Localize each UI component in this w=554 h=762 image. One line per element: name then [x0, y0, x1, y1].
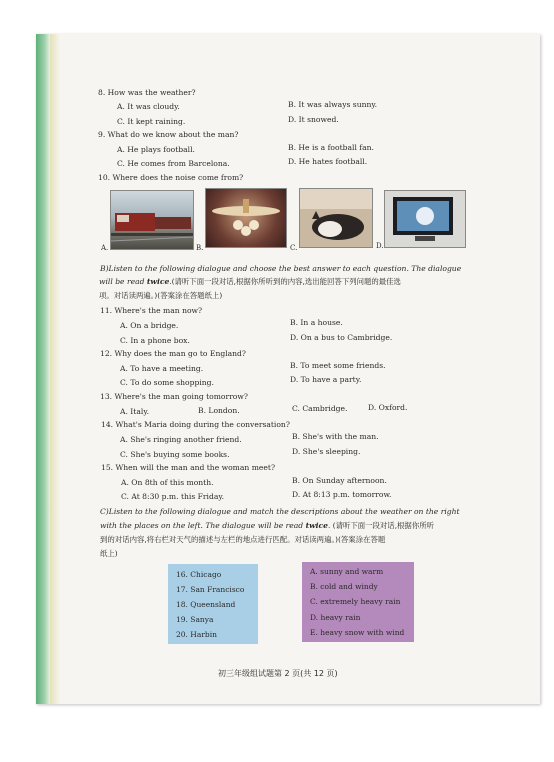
q8-option-d: D. It snowed.: [288, 115, 339, 124]
page-spine: [36, 34, 50, 704]
place-item: 20. Harbin: [176, 630, 217, 639]
q14-option-c: C. She's buying some books.: [120, 450, 230, 459]
q10-label-a: A.: [101, 244, 109, 252]
ceiling-fan-icon: [205, 188, 287, 248]
q15-stem: 15. When will the man and the woman meet?: [101, 463, 276, 472]
q12-stem: 12. Why does the man go to England?: [100, 349, 246, 358]
place-item: 16. Chicago: [176, 570, 222, 579]
section-c-line3: 到的对话内容,将右栏对天气的描述与左栏的地点进行匹配。对话读两遍。)(答案涂在答题: [100, 535, 386, 544]
television-icon: [384, 190, 466, 248]
q12-option-d: D. To have a party.: [290, 375, 362, 384]
q12-option-b: B. To meet some friends.: [290, 361, 386, 370]
q9-stem: 9. What do we know about the man?: [98, 130, 239, 139]
q9-option-d: D. He hates football.: [288, 157, 368, 166]
place-item: 18. Queensland: [176, 600, 236, 609]
q14-stem: 14. What's Maria doing during the conversation?: [101, 420, 290, 429]
q10-label-d: D.: [376, 242, 384, 250]
section-c-line1: C)Listen to the following dialogue and match the descriptions about the weather on the right: [100, 507, 460, 516]
q9-option-a: A. He plays football.: [117, 145, 195, 154]
cat-icon: [299, 188, 373, 248]
train-icon: [110, 190, 194, 250]
q12-option-c: C. To do some shopping.: [120, 378, 214, 387]
q9-option-c: C. He comes from Barcelona.: [117, 159, 230, 168]
q13-option-c: C. Cambridge.: [292, 404, 348, 413]
section-b-twice: twice: [146, 277, 170, 286]
section-b-line2-en: will be read: [99, 277, 147, 286]
q15-option-a: A. On 8th of this month.: [121, 478, 214, 487]
q11-stem: 11. Where's the man now?: [100, 306, 203, 315]
q13-option-d: D. Oxford.: [368, 403, 408, 412]
section-c-line4: 纸上): [100, 549, 118, 558]
q11-option-a: A. On a bridge.: [120, 321, 179, 330]
q14-option-d: D. She's sleeping.: [292, 447, 361, 456]
places-box: [168, 564, 258, 644]
q15-option-b: B. On Sunday afternoon.: [292, 476, 387, 485]
section-c-line2-en: with the places on the left. The dialogue will be read: [100, 521, 306, 530]
section-b-line3: 项。对话读两遍。)(答案涂在答题纸上): [99, 291, 223, 300]
q15-option-c: C. At 8:30 p.m. this Friday.: [121, 492, 225, 501]
section-b-line2-cn: .(请听下面一段对话,根据你所听到的内容,选出能回答下列问题的最佳选: [169, 277, 401, 286]
section-c-line2: [100, 521, 434, 531]
q11-option-d: D. On a bus to Cambridge.: [290, 333, 393, 342]
q15-option-d: D. At 8:13 p.m. tomorrow.: [292, 490, 392, 499]
place-item: 19. Sanya: [176, 615, 214, 624]
section-c-line2-cn: . (请听下面一段对话,根据你所听: [327, 521, 434, 530]
page-footer: 初三年级组试题第 2 页(共 12 页): [218, 669, 338, 678]
weather-item: B. cold and windy: [310, 582, 378, 591]
q10-label-b: B.: [196, 244, 204, 252]
q13-option-b: B. London.: [198, 406, 240, 415]
place-item: 17. San Francisco: [176, 585, 245, 594]
q8-stem: 8. How was the weather?: [98, 88, 196, 97]
weather-item: C. extremely heavy rain: [310, 597, 401, 606]
section-b-line1: B)Listen to the following dialogue and choose the best answer to each question. The dialogue: [100, 264, 462, 273]
q13-option-a: A. Italy.: [120, 407, 150, 416]
section-c-twice: twice: [305, 521, 328, 530]
q14-option-b: B. She's with the man.: [292, 432, 379, 441]
q8-option-c: C. It kept raining.: [117, 117, 186, 126]
q10-label-c: C.: [290, 244, 298, 252]
q11-option-b: B. In a house.: [290, 318, 343, 327]
q9-option-b: B. He is a football fan.: [288, 143, 374, 152]
q12-option-a: A. To have a meeting.: [120, 364, 204, 373]
q14-option-a: A. She's ringing another friend.: [120, 435, 242, 444]
q8-option-a: A. It was cloudy.: [117, 102, 180, 111]
q13-stem: 13. Where's the man going tomorrow?: [100, 392, 248, 401]
q10-stem: 10. Where does the noise come from?: [98, 173, 244, 182]
weather-box: [302, 562, 414, 642]
weather-item: D. heavy rain: [310, 613, 361, 622]
q11-option-c: C. In a phone box.: [120, 336, 190, 345]
weather-item: E. heavy snow with wind: [310, 628, 405, 637]
section-b-line2: [99, 277, 401, 287]
weather-item: A. sunny and warm: [310, 567, 384, 576]
q8-option-b: B. It was always sunny.: [288, 100, 378, 109]
page-spine-shade: [50, 34, 60, 704]
